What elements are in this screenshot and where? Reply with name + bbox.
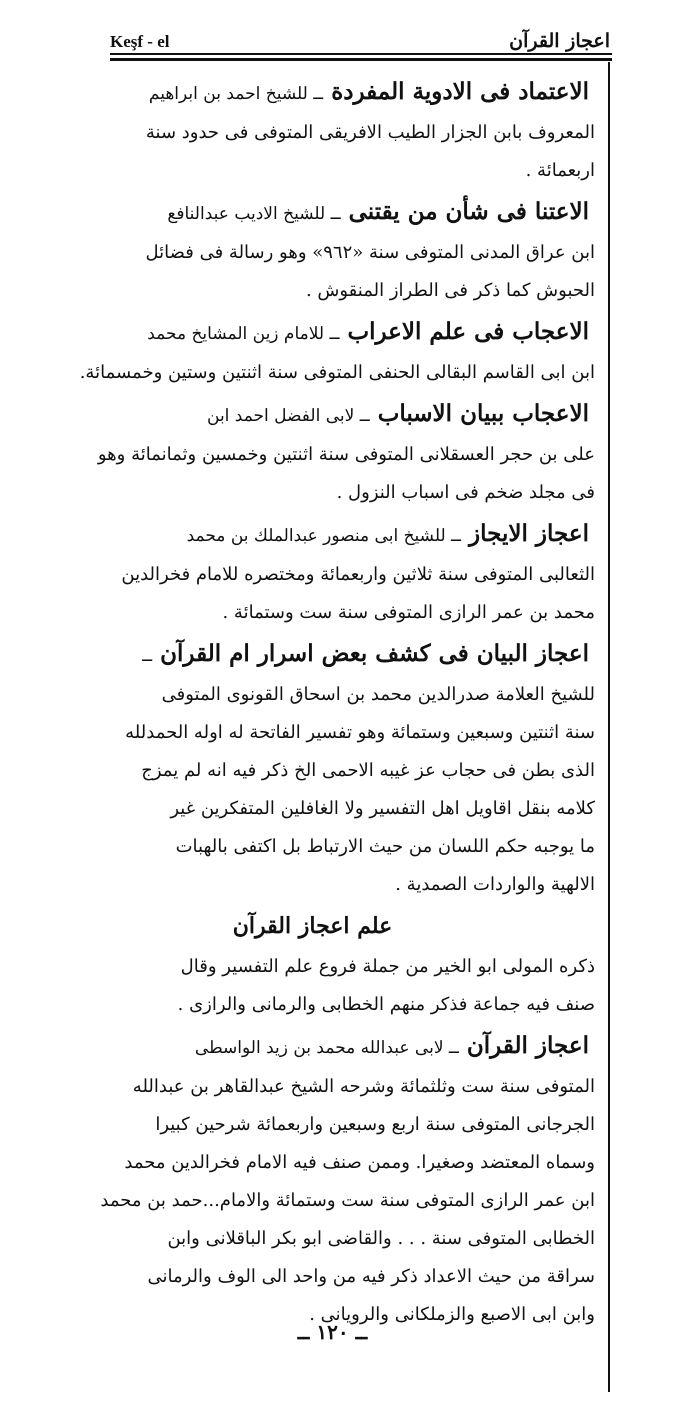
entry-heading	[70, 190, 595, 234]
section-title: علم اعجاز القرآن	[232, 913, 393, 939]
section-line: صنف فيه جماعة فذكر منهم الخطابى والرمانى والرازى .	[177, 994, 595, 1015]
header-rule	[110, 53, 612, 55]
entry-line: كلامه بنقل اقاويل اهل التفسير ولا الغافلين المتفكرين غير	[170, 798, 595, 819]
entry-heading	[70, 70, 595, 114]
entry-heading	[70, 512, 595, 556]
entry-line: للشيخ العلامة صدرالدين محمد بن اسحاق القونوى المتوفى	[161, 684, 595, 705]
entry-title: الاعجاب فى علم الاعراب	[347, 318, 589, 345]
entry-line: محمد بن عمر الرازى المتوفى سنة ست وستمائة .	[222, 602, 595, 623]
header-right-title: Keşf - el	[110, 32, 170, 51]
entry-line: الحبوش كما ذكر فى الطراز المنقوش .	[305, 280, 595, 301]
entry	[70, 392, 595, 512]
entry-line: على بن حجر العسقلانى المتوفى سنة اثنتين وخمسين وثمانمائة وهو	[97, 444, 595, 465]
entry-author: ــ للشيخ الاديب عبدالنافع	[167, 204, 341, 224]
entry-line: اربعمائة .	[525, 160, 595, 181]
header-left-title: اعجاز القرآن	[509, 30, 610, 52]
entry-line: فى مجلد ضخم فى اسباب النزول .	[336, 482, 595, 503]
entry	[70, 512, 595, 632]
entry	[70, 310, 595, 392]
entry-title: اعجاز البيان فى كشف بعض اسرار ام القرآن	[160, 640, 589, 667]
entry-line: الذى بطن فى حجاب عز غيبه الاحمى الخ ذكر فيه انه لم يمزج	[141, 760, 595, 781]
entry-author: ــ لابى الفضل احمد ابن	[207, 406, 370, 426]
entry-line: المعروف بابن الجزار الطيب الافريقى المتوفى فى حدود سنة	[145, 122, 595, 143]
header-rule-thick	[110, 58, 612, 61]
entry-line: الجرجانى المتوفى سنة اربع وسبعين واربعمائة شرحين كبيرا	[155, 1114, 595, 1135]
entry-title: الاعجاب ببيان الاسباب	[377, 400, 589, 427]
entry	[70, 70, 595, 190]
entry-author: ــ لابى عبدالله محمد بن زيد الواسطى	[194, 1038, 459, 1058]
running-header	[110, 22, 610, 52]
entry-author: ــ للامام زين المشايخ محمد	[147, 324, 340, 344]
entry-line: ابن عراق المدنى المتوفى سنة «٩٦٢» وهو رسالة فى فضائل	[145, 242, 595, 263]
entry-author: ــ للشيخ احمد بن ابراهيم	[148, 84, 324, 104]
entry-title: اعجاز القرآن	[466, 1032, 589, 1059]
entry-line: ما يوجبه حكم اللسان من حيث الارتباط بل اكتفى بالهبات	[175, 836, 595, 857]
entry-author: ــ للشيخ ابى منصور عبدالملك بن محمد	[186, 526, 462, 546]
page-number: ــ ١٢٠ ــ	[297, 1320, 368, 1344]
entry-heading	[70, 310, 595, 354]
margin-rule	[608, 62, 610, 1392]
entry	[70, 190, 595, 310]
entry-line: الخطابى المتوفى سنة . . . والقاضى ابو بكر الباقلانى وابن	[167, 1228, 595, 1249]
entry-line: وابن ابى الاصبع والزملكانى والرويانى .	[309, 1304, 595, 1325]
entry	[70, 1024, 595, 1334]
entry-line: الثعالبى المتوفى سنة ثلاثين واربعمائة ومختصره للامام فخرالدين	[121, 564, 595, 585]
entry-heading	[70, 1024, 595, 1068]
entry-line: سراقة من حيث الاعداد ذكر فيه من واحد الى الوف والرمانى	[147, 1266, 595, 1287]
entry-title: الاعتماد فى الادوية المفردة	[331, 78, 589, 105]
section-line: ذكره المولى ابو الخير من جملة فروع علم التفسير وقال	[180, 956, 595, 977]
entry-line: الالهية والواردات الصمدية .	[395, 874, 595, 895]
entry-title: الاعتنا فى شأن من يقتنى	[348, 198, 589, 225]
entry-line: ابن ابى القاسم البقالى الحنفى المتوفى سنة اثنتين وستين وخمسمائة.	[79, 362, 595, 383]
entry-title: اعجاز الايجاز	[469, 520, 589, 547]
entry-line: ابن عمر الرازى المتوفى سنة ست وستمائة والامام...حمد بن محمد	[100, 1190, 595, 1211]
entry-line: سنة اثنتين وسبعين وستمائة وهو تفسير الفاتحة له اوله الحمدلله	[125, 722, 595, 743]
entry-heading	[70, 392, 595, 436]
entry-author: ــ	[142, 646, 153, 666]
entry-line: المتوفى سنة ست وثلثمائة وشرحه الشيخ عبدالقاهر بن عبدالله	[132, 1076, 595, 1097]
page-body	[70, 70, 595, 1334]
entry-heading	[70, 632, 595, 676]
entry-line: وسماه المعتضد وصغيرا. وممن صنف فيه الامام فخرالدين محمد	[124, 1152, 595, 1173]
entry	[70, 632, 595, 904]
